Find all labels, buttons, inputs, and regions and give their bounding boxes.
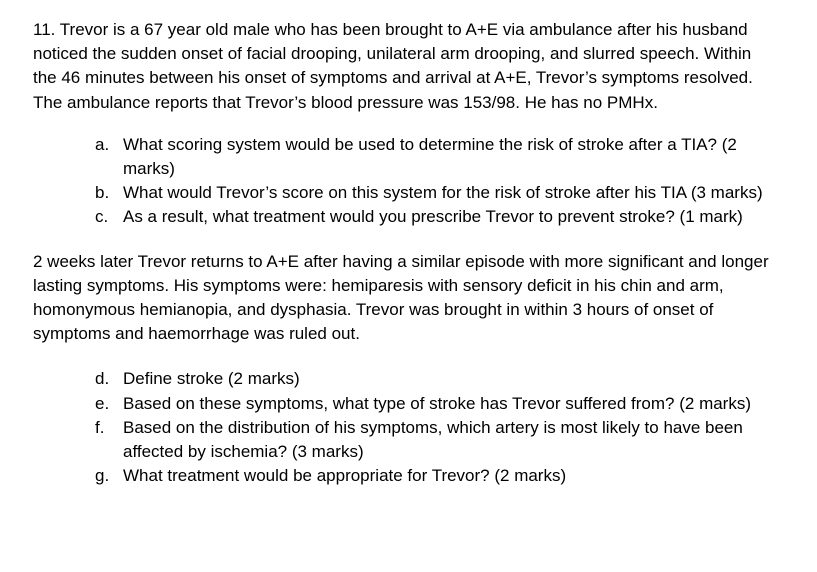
subquestion-text: What treatment would be appropriate for Trevor? (2 marks) [123, 466, 567, 486]
subquestion-item-c [33, 205, 793, 229]
subquestion-marker: b. [95, 183, 110, 203]
subquestion-marker: g. [95, 466, 110, 486]
subquestion-item-a [33, 133, 793, 181]
subquestion-list-a [33, 133, 803, 230]
question-intro-paragraph: 11. Trevor is a 67 year old male who has been brought to A+E via ambulance after his husband noticed the sudden onset of facial drooping, unilateral arm drooping, and slurred speech. Within the 46 minutes between his onset of symptoms and arrival at A+E, Trevor’s symptoms resolved. The ambulance reports that Trevor’s blood pressure was 153/98. He has no PMHx. [33, 20, 753, 112]
subquestion-marker: f. [95, 417, 105, 437]
subquestion-item-g [33, 464, 793, 488]
subquestion-marker: c. [95, 207, 109, 227]
subquestion-item-e [33, 392, 793, 416]
subquestion-item-b [33, 181, 793, 205]
subquestion-marker: a. [95, 134, 110, 154]
document-page [33, 18, 803, 488]
subquestion-item-d [33, 367, 793, 391]
subquestion-text: Based on these symptoms, what type of stroke has Trevor suffered from? (2 marks) [123, 393, 752, 413]
subquestion-text: What scoring system would be used to determine the risk of stroke after a TIA? (2 marks) [123, 134, 737, 179]
subquestion-item-f [33, 416, 793, 464]
subquestion-list-b [33, 367, 803, 488]
subquestion-marker: e. [95, 393, 110, 413]
followup-paragraph: 2 weeks later Trevor returns to A+E after having a similar episode with more significant and longer lasting symptoms. His symptoms were: hemiparesis with sensory deficit in his chin and arm, homonymous hemianopia, and dysphasia. Trevor was brought in within 3 hours of onset of symptoms and haemorrhage was ruled out. [33, 251, 769, 344]
subquestion-text: Define stroke (2 marks) [123, 369, 300, 389]
subquestion-text: As a result, what treatment would you prescribe Trevor to prevent stroke? (1 mark) [123, 207, 743, 227]
subquestion-text: What would Trevor’s score on this system for the risk of stroke after his TIA (3 marks) [123, 183, 763, 203]
subquestion-marker: d. [95, 369, 110, 389]
subquestion-text: Based on the distribution of his symptoms, which artery is most likely to have been affected by ischemia? (3 marks) [123, 417, 743, 462]
